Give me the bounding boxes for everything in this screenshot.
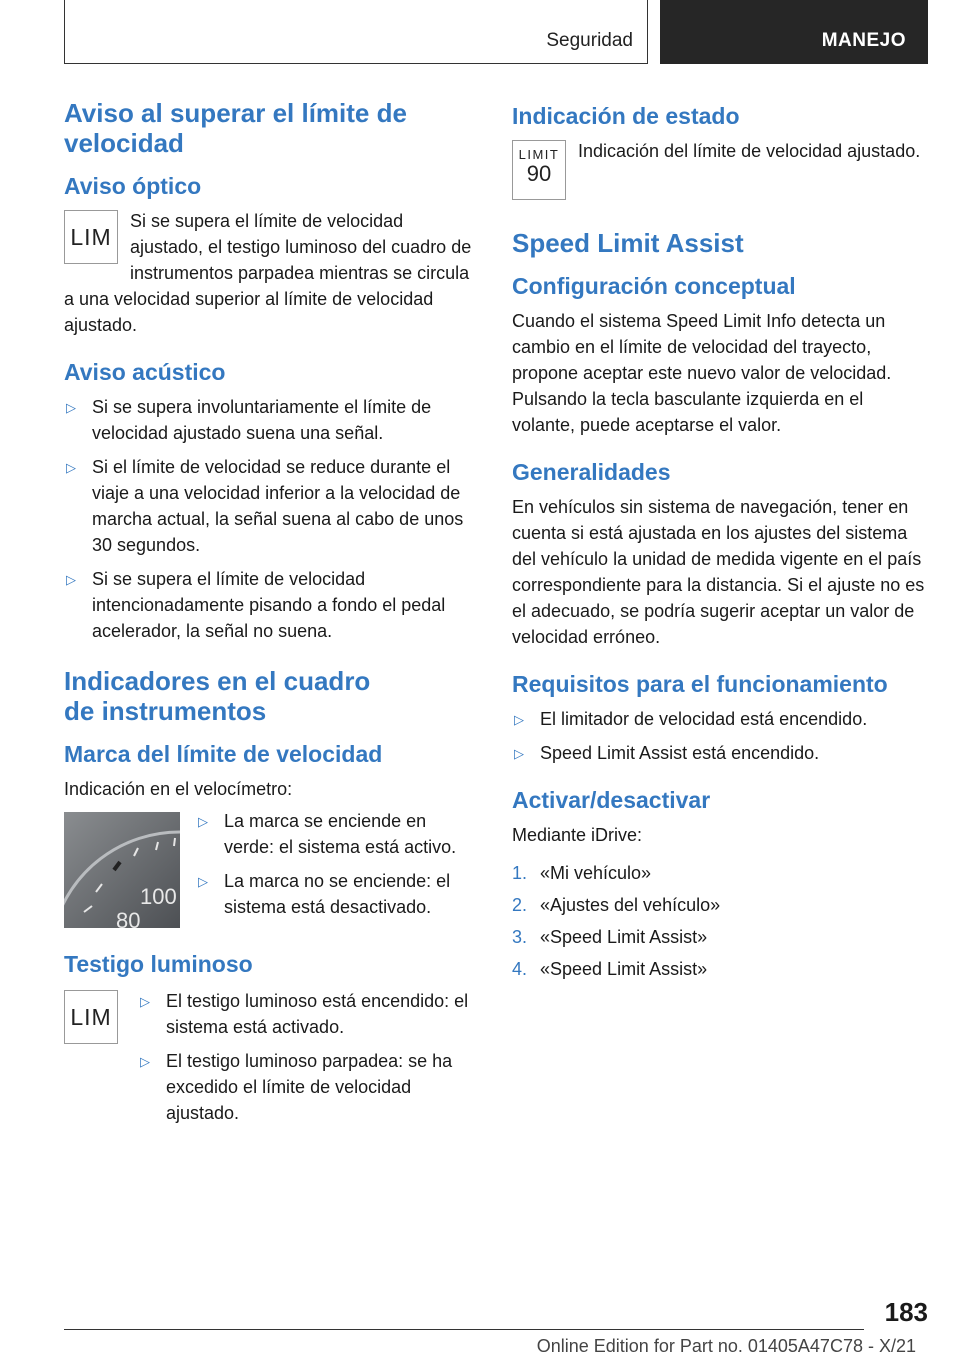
list-item: ▷ El limitador de velocidad está encendido. — [512, 706, 928, 732]
heading-general: Generalidades — [512, 459, 671, 485]
list-item: ▷ La marca no se enciende: el sistema está desactivado. — [198, 871, 451, 917]
optical-warning-text: Si se supera el límite de velocidad ajustado, el testigo luminoso del cuadro de instrumentos parpadea mientras se circula a una velocidad superior al límite de velocidad ajustado. — [64, 211, 472, 335]
indicator-light-list — [138, 988, 480, 1134]
list-item: ▷ El testigo luminoso parpadea: se ha excedido el límite de velocidad ajustado. — [140, 1051, 453, 1123]
left-column — [64, 98, 480, 1134]
list-item: ▷ El testigo luminoso está encendido: el sistema está activado. — [140, 991, 469, 1037]
speedometer-intro: Indicación en el velocímetro: — [64, 779, 293, 799]
page-header — [64, 0, 928, 64]
heading-indicator-light: Testigo luminoso — [64, 951, 253, 977]
heading-speed-limit-mark: Marca del límite de velocidad — [64, 741, 383, 767]
triangle-bullet-icon: ▷ — [66, 400, 76, 415]
triangle-bullet-icon: ▷ — [66, 460, 76, 475]
speedometer-image — [64, 812, 180, 928]
gauge-label-100: 100 — [140, 884, 177, 909]
list-item: ▷ Si se supera el límite de velocidad intencionadamente pisando a fondo el pedal acelerador, la señal no suena. — [66, 569, 446, 641]
heading-status-indication: Indicación de estado — [512, 103, 740, 129]
list-item: ▷ Speed Limit Assist está encendido. — [512, 740, 928, 766]
speed-mark-list — [196, 808, 480, 928]
limit-90-icon — [512, 140, 566, 200]
list-item: ▷ La marca se enciende en verde: el sistema está activo. — [198, 811, 457, 857]
optical-warning-block — [64, 208, 480, 338]
step-item: 3. «Speed Limit Assist» — [512, 927, 708, 947]
chapter-tab — [660, 0, 928, 64]
triangle-bullet-icon: ▷ — [66, 572, 76, 587]
status-indication-block — [512, 138, 928, 206]
page-number: 183 — [884, 1297, 928, 1327]
heading-optical-warning: Aviso óptico — [64, 173, 202, 199]
lim-indicator-icon — [64, 990, 118, 1044]
lim-icon-text: LIM — [70, 1003, 112, 1030]
triangle-bullet-icon: ▷ — [514, 746, 524, 761]
heading-speed-limit-warning: Aviso al superar el límite de velocidad — [64, 98, 407, 158]
triangle-bullet-icon: ▷ — [514, 712, 524, 727]
heading-activate: Activar/desactivar — [512, 787, 711, 813]
chapter-label: MANEJO — [821, 30, 906, 51]
triangle-bullet-icon: ▷ — [140, 1054, 150, 1069]
acoustic-warning-list — [64, 394, 480, 644]
speed-mark-block — [64, 808, 480, 938]
heading-speed-limit-assist: Speed Limit Assist — [512, 228, 744, 258]
general-text: En vehículos sin sistema de navegación, tener en cuenta si está ajustada en los ajustes del sistema del vehículo la unidad de medida vigente en el país correspondiente para la distancia. Si el ajuste no es el adecuado, se podría sugerir aceptar un valor de velocidad erróneo. — [512, 497, 925, 647]
gauge-label-80: 80 — [116, 908, 141, 928]
activate-intro: Mediante iDrive: — [512, 825, 643, 845]
step-item: 1. «Mi vehículo» — [512, 863, 652, 883]
list-item: ▷ Si el límite de velocidad se reduce durante el viaje a una velocidad inferior a la velocidad de marcha actual, la señal suena al cabo de unos 30 segundos. — [66, 457, 464, 555]
footer-divider — [64, 1329, 864, 1330]
indicator-light-block — [64, 988, 480, 1134]
activate-steps — [512, 860, 928, 982]
limit-icon-number: 90 — [526, 161, 552, 186]
lim-indicator-icon — [64, 210, 118, 264]
limit-icon-label: LIMIT — [518, 147, 560, 162]
heading-acoustic-warning: Aviso acústico — [64, 359, 226, 385]
requirements-list — [512, 706, 928, 766]
concept-text: Cuando el sistema Speed Limit Info detecta un cambio en el límite de velocidad del trayecto, propone aceptar este nuevo valor de velocidad. Pulsando la tecla basculante izquierda en el volante, puede aceptarse el valor. — [512, 311, 892, 435]
status-indication-text: Indicación del límite de velocidad ajustado. — [578, 141, 921, 161]
section-tab — [64, 0, 648, 64]
triangle-bullet-icon: ▷ — [198, 874, 208, 889]
list-item: ▷ Si se supera involuntariamente el límite de velocidad ajustado suena una señal. — [66, 397, 432, 443]
right-column — [512, 98, 928, 988]
triangle-bullet-icon: ▷ — [198, 814, 208, 829]
section-label: Seguridad — [546, 30, 633, 51]
triangle-bullet-icon: ▷ — [140, 994, 150, 1009]
step-item: 2. «Ajustes del vehículo» — [512, 895, 721, 915]
heading-concept: Configuración conceptual — [512, 273, 796, 299]
heading-requirements: Requisitos para el funcionamiento — [512, 671, 888, 697]
edition-text: Online Edition for Part no. 01405A47C78 - X/21 — [536, 1336, 916, 1356]
lim-icon-text: LIM — [70, 223, 112, 250]
heading-instrument-indicators: Indicadores en el cuadro de instrumentos — [64, 666, 371, 726]
step-item: 4. «Speed Limit Assist» — [512, 959, 708, 979]
